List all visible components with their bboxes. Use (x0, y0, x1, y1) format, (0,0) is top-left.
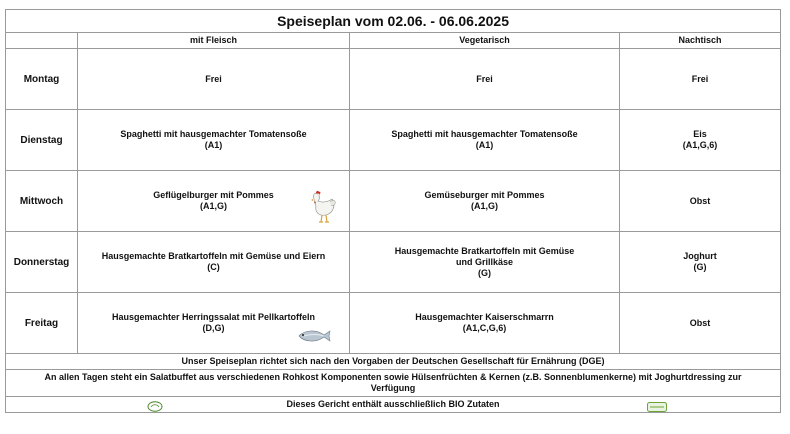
header-empty (6, 33, 78, 49)
allergen-code: (A1,G) (470, 201, 498, 211)
day-label: Dienstag (6, 110, 78, 171)
dish-text: Hausgemachte Bratkartoffeln mit Gemüse und Grillkäse (394, 245, 575, 267)
dish-text: Hausgemachter Herringssalat mit Pellkartoffeln (111, 312, 316, 322)
day-label: Montag (6, 49, 78, 110)
dish-text: Obst (689, 317, 711, 328)
dessert (620, 171, 781, 232)
header-fleisch: mit Fleisch (78, 33, 350, 49)
allergen-code: (A1,G) (200, 201, 227, 211)
header-nachtisch: Nachtisch (620, 33, 781, 49)
meat-dish (78, 110, 350, 171)
bio-label-icon (647, 402, 667, 412)
allergen-code: (C) (207, 262, 220, 272)
day-label: Freitag (6, 293, 78, 354)
dish-text: Gemüseburger mit Pommes (424, 190, 545, 200)
dessert (620, 49, 781, 110)
table-row (6, 171, 781, 232)
meat-dish (78, 293, 350, 354)
dge-note: Unser Speiseplan richtet sich nach den Vorgaben der Deutschen Gesellschaft für Ernährung (DGE) (6, 354, 781, 370)
dish-text: Eis (693, 129, 707, 139)
bio-note: Dieses Gericht enthält ausschließlich BIO Zutaten (286, 399, 500, 409)
menu-plan (5, 9, 780, 413)
allergen-code: (A1) (475, 140, 494, 150)
allergen-code: (A1) (204, 140, 223, 150)
menu-table (5, 9, 781, 413)
dish-text: Frei (476, 73, 493, 84)
meat-dish (78, 232, 350, 293)
bio-note-row (6, 397, 781, 413)
dish-text: Frei (691, 73, 709, 84)
dish-text: Hausgemachter Kaiserschmarrn (415, 312, 554, 322)
day-label: Donnerstag (6, 232, 78, 293)
bio-seal-icon (147, 401, 163, 412)
dish-text: Geflügelburger mit Pommes (153, 190, 274, 200)
page-title: Speiseplan vom 02.06. - 06.06.2025 (6, 10, 781, 33)
allergen-code: (G) (478, 267, 491, 278)
veg-dish (350, 232, 620, 293)
dish-text: Hausgemachte Bratkartoffeln mit Gemüse und Eiern (101, 251, 326, 261)
veg-dish (350, 293, 620, 354)
dish-text: Obst (689, 195, 711, 206)
day-label: Mittwoch (6, 171, 78, 232)
veg-dish (350, 171, 620, 232)
allergen-code: (A1,G,6) (682, 140, 718, 150)
bio-row (9, 399, 777, 410)
fish-icon (296, 327, 332, 345)
dessert (620, 293, 781, 354)
allergen-code: (D,G) (202, 323, 225, 333)
allergen-code: (A1,C,G,6) (462, 323, 507, 333)
dish-text: Joghurt (683, 251, 717, 261)
header-vegetarisch: Vegetarisch (350, 33, 620, 49)
meat-dish (78, 49, 350, 110)
table-row (6, 293, 781, 354)
allergen-code: (G) (693, 262, 707, 272)
table-row (6, 110, 781, 171)
dish-text: Frei (205, 73, 222, 84)
dessert (620, 110, 781, 171)
veg-dish (350, 49, 620, 110)
dessert (620, 232, 781, 293)
dish-text: Spaghetti mit hausgemachter Tomatensoße (391, 129, 578, 139)
salad-note: An allen Tagen steht ein Salatbuffet aus verschiedenen Rohkost Komponenten sowie Hülsenfrüchten & Kernen (z.B. Sonnenblumenkerne) mit Joghurtdressing zur Verfügung (6, 370, 781, 397)
table-row (6, 232, 781, 293)
meat-dish (78, 171, 350, 232)
chicken-icon (308, 189, 338, 225)
table-row (6, 49, 781, 110)
veg-dish (350, 110, 620, 171)
dish-text: Spaghetti mit hausgemachter Tomatensoße (120, 129, 307, 139)
